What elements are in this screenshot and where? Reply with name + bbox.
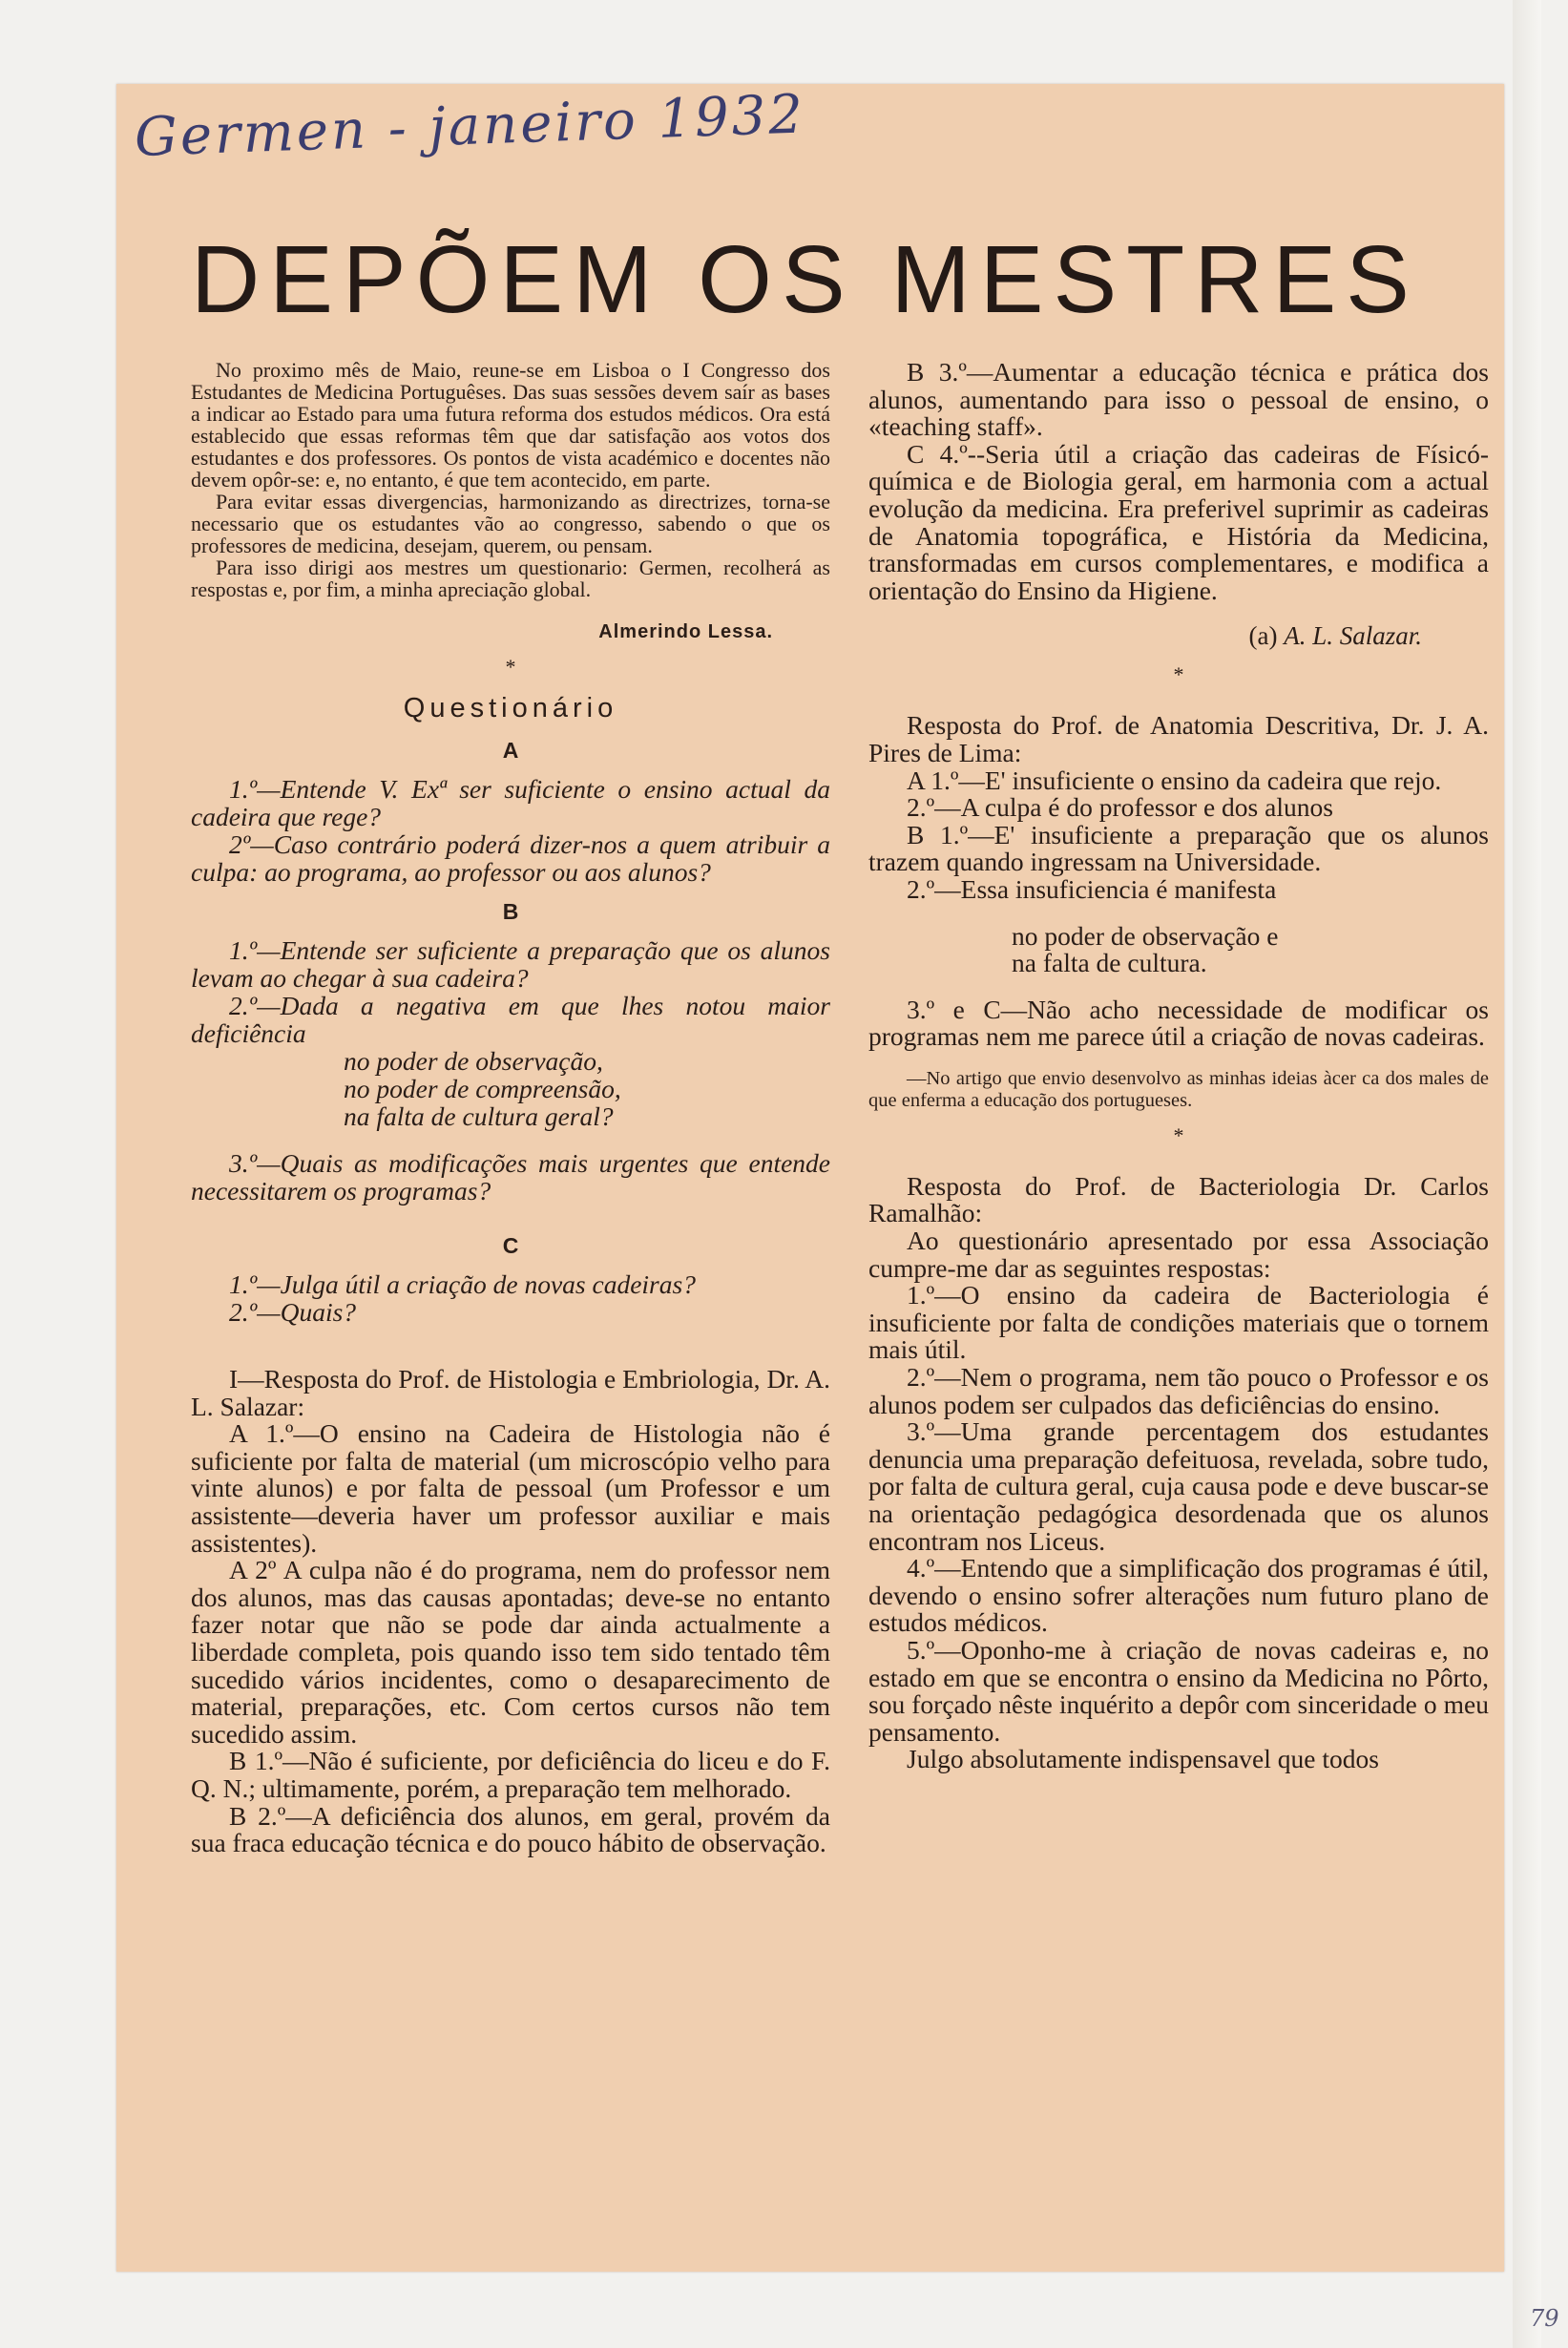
- response-paragraph: A 1.º—E' insuficiente o ensino da cadeira que rejo.: [907, 765, 1442, 795]
- signature-prefix: (a): [1248, 621, 1278, 651]
- binder-edge: [1513, 0, 1541, 2348]
- question: 2.º—Quais?: [229, 1297, 357, 1327]
- newspaper-clipping: [116, 84, 1504, 2272]
- response-paragraph: 2.º—A culpa é do professor e dos alunos: [907, 792, 1333, 823]
- response-heading: Resposta do Prof. de Bacteriologia Dr. Carlos Ramalhão:: [868, 1170, 1489, 1228]
- handwritten-annotation: Germen - janeiro 1932: [134, 83, 806, 169]
- questions-c: [191, 1270, 830, 1326]
- response-paragraph: 3.º e C—Não acho necessidade de modificar os programas nem me parece útil a criação de novas cadeiras.: [868, 994, 1489, 1052]
- response-heading: I—Resposta do Prof. de Histologia e Embriologia, Dr. A. L. Salazar:: [191, 1364, 830, 1421]
- salazar-response-continued: [868, 359, 1489, 604]
- signature-name: A. L. Salazar.: [1284, 621, 1422, 651]
- response-paragraph: 5.º—Oponho-me à criação de novas cadeiras e, no estado em que se encontra o ensino da Medicina no Pôrto, sou forçado nêste inquérito a depôr com sinceridade o meu pensamento.: [868, 1634, 1489, 1747]
- note-text: —No artigo que envio desenvolvo as minhas ideias àcer ca dos males de que enferma a educação dos portugueses.: [868, 1067, 1489, 1111]
- response-paragraph: 4.º—Entendo que a simplificação dos programas é útil, devendo o ensino sofrer alterações num futuro plano de estudos médicos.: [868, 1553, 1489, 1638]
- section-a-heading: A: [502, 738, 519, 763]
- question-option: na falta de cultura geral?: [344, 1101, 614, 1131]
- response-paragraph: A 1.º—O ensino na Cadeira de Histologia não é suficiente por falta de material (um microscópio velho para vinte alunos) e por falta de pessoal (um Professor e um assistente—deveria haver um professor auxiliar e mais assistentes).: [191, 1418, 830, 1558]
- question: 2.º—Dada a negativa em que lhes notou maior deficiência: [191, 991, 830, 1048]
- section-c-heading: C: [502, 1233, 519, 1258]
- ramalhao-response: [868, 1170, 1489, 1774]
- questions-a: [191, 775, 830, 886]
- response-paragraph: C 4.º--Seria útil a criação das cadeiras de Físicó-química e de Biologia geral, em harmonia com a actual evolução da medicina. Era preferivel suprimir as cadeiras de Anatomia topográfica, e História da Medicina, transformadas em cursos complementares, e modifica a orientação do Ensino da Higiene.: [868, 438, 1489, 605]
- questionnaire-title: Questionário: [403, 693, 618, 723]
- response-paragraph: B 2.º—A deficiência dos alunos, em geral, provém da sua fraca educação técnica e do pouco hábito de observação.: [191, 1800, 830, 1858]
- response-paragraph: 1.º—O ensino da cadeira de Bacteriologia é insuficiente por falta de condições materiais que o tornem mais útil.: [868, 1280, 1489, 1365]
- separator-star: *: [1173, 662, 1184, 687]
- response-option: na falta de cultura.: [1012, 948, 1207, 978]
- separator-star: *: [1173, 1122, 1184, 1147]
- intro-paragraph: Para isso dirigi aos mestres um questionario: Germen, recolherá as respostas e, por fim, a minha apreciação global.: [191, 556, 830, 601]
- right-column: [868, 359, 1489, 1773]
- intro-paragraph: No proximo mês de Maio, reune-se em Lisboa o I Congresso dos Estudantes de Medicina Portuguêses. Das suas sessões devem saír as bases a indicar ao Estado para uma futura reforma dos estudos médicos. Ora está establecido que essas reformas têm que dar satisfação aos votos dos estudantes e dos professores. Os pontos de vista académico e docentes não devem opôr-se: e, no entanto, é que tem acontecido, em parte.: [191, 358, 830, 492]
- response-paragraph: 2.º—Nem o programa, nem tão pouco o Professor e os alunos podem ser culpados das deficiências do ensino.: [868, 1362, 1489, 1419]
- pires-note: [868, 1068, 1489, 1112]
- question: 1.º—Entende ser suficiente a preparação que os alunos levam ao chegar à sua cadeira?: [191, 935, 830, 993]
- questions-b: [191, 936, 830, 1205]
- intro-text: [191, 359, 830, 600]
- salazar-signature: [868, 621, 1422, 651]
- separator-star: *: [505, 655, 516, 679]
- response-paragraph: Ao questionário apresentado por essa Associação cumpre-me dar as seguintes respostas:: [868, 1226, 1489, 1283]
- response-paragraph: B 1.º—Não é suficiente, por deficiência do liceu e do F. Q. N.; ultimamente, porém, a preparação tem melhorado.: [191, 1746, 830, 1803]
- author-signature: Almerindo Lessa.: [598, 621, 773, 642]
- question-option: no poder de observação,: [344, 1046, 603, 1076]
- question: 1.º—Julga útil a criação de novas cadeiras?: [229, 1269, 696, 1299]
- response-paragraph: A 2º A culpa não é do programa, nem do professor nem dos alunos, mas das causas apontadas; deve-se no entanto fazer notar que não se pode dar ainda actualmente a liberdade completa, pois quando isso tem sido tentado têm sucedido vários incidentes, como o desaparecimento de material, preparações, etc. Com certos cursos não tem sucedido assim.: [191, 1555, 830, 1749]
- section-b-heading: B: [502, 899, 519, 924]
- question: 2º—Caso contrário poderá dizer-nos a quem atribuir a culpa: ao programa, ao professor ou aos alunos?: [191, 829, 830, 887]
- response-paragraph: B 3.º—Aumentar a educação técnica e prática dos alunos, aumentando para isso o pessoal de ensino, o «teaching staff».: [868, 357, 1489, 442]
- headline: DEPÕEM OS MESTRES: [191, 226, 1419, 333]
- response-paragraph: 2.º—Essa insuficiencia é manifesta: [907, 873, 1277, 904]
- response-paragraph: Julgo absolutamente indispensavel que todos: [907, 1744, 1379, 1774]
- question: 1.º—Entende V. Exª ser suficiente o ensino actual da cadeira que rege?: [191, 774, 830, 831]
- pires-response: [868, 712, 1489, 1051]
- salazar-response: [191, 1366, 830, 1857]
- question-option: no poder de compreensão,: [344, 1074, 621, 1103]
- intro-paragraph: Para evitar essas divergencias, harmonizando as directrizes, torna-se necessario que os estudantes vão ao congresso, sabendo o que os professores de medicina, desejam, querem, ou pensam.: [191, 490, 830, 557]
- page-number: 79: [1530, 2305, 1559, 2332]
- response-paragraph: B 1.º—E' insuficiente a preparação que os alunos trazem quando ingressam na Universidade.: [868, 819, 1489, 877]
- response-option: no poder de observação e: [1012, 920, 1279, 951]
- left-column: [191, 359, 830, 1857]
- response-heading: Resposta do Prof. de Anatomia Descritiva, Dr. J. A. Pires de Lima:: [868, 710, 1489, 767]
- response-paragraph: 3.º—Uma grande percentagem dos estudantes denuncia uma preparação defeituosa, revelada, sobre tudo, por falta de cultura geral, cuja causa pode e deve buscar-se na orientação pedagógica desordenada que os alunos encontram nos Liceus.: [868, 1416, 1489, 1556]
- question: 3.º—Quais as modificações mais urgentes que entende necessitarem os programas?: [191, 1148, 830, 1205]
